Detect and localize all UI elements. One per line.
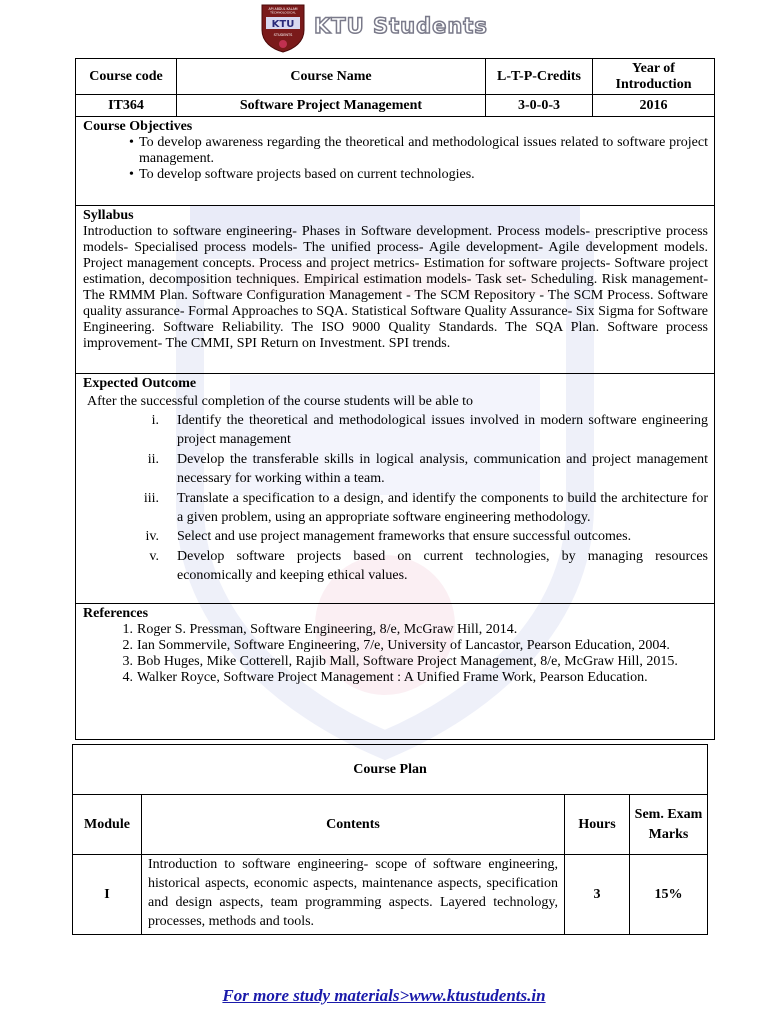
- reference-item: [83, 638, 708, 654]
- reference-number: 4.: [122, 670, 133, 685]
- course-details-table: [75, 58, 715, 740]
- svg-text:STUDENTS: STUDENTS: [273, 33, 293, 37]
- course-name-header: Course Name: [177, 59, 486, 95]
- hours-cell: 3: [565, 855, 630, 935]
- study-materials-footer-link[interactable]: For more study materials>www.ktustudents.in: [222, 986, 546, 1005]
- syllabus-text: Introduction to software engineering- Phases in Software development. Process models- prescriptive process models- Specialised process models- The unified process- Agile development- Agile development models. Project management concepts. Process and project metrics- Estimation for software projects- Software project estimation, decomposition techniques. Empirical estimation models- Task set- Scheduling. Risk management- The RMMM Plan. Software Configuration Management - The SCM Repository - The SCM Process. Software quality assurance- Formal Approaches to SQA. Statistical Software Quality Assurance- Six Sigma for Software Engineering. Software Reliability. The ISO 9000 Quality Standards. The SQA Plan. Software process improvement- The CMMI, SPI Return on Investment. SPI trends.: [83, 224, 708, 351]
- outcome-text: Develop software projects based on current technologies, by managing resources economically and keeping ethical values.: [177, 548, 708, 584]
- svg-text:APJ ABDUL KALAM: APJ ABDUL KALAM: [268, 7, 298, 11]
- references-section: [76, 604, 715, 740]
- course-code-value: IT364: [76, 95, 177, 117]
- reference-item: [83, 622, 708, 638]
- syllabus-heading: Syllabus: [83, 208, 134, 223]
- contents-column-header: Contents: [142, 795, 565, 855]
- reference-text: Ian Sommervile, Software Engineering, 7/e, University of Lancastor, Pearson Education, 2004.: [137, 638, 670, 653]
- reference-number: 1.: [122, 622, 133, 637]
- outcome-item: [83, 527, 714, 546]
- svg-text:KTU: KTU: [271, 19, 295, 30]
- outcome-item: [83, 489, 714, 528]
- course-objectives-section: [76, 117, 715, 206]
- hours-column-header: Hours: [565, 795, 630, 855]
- ltp-credits-value: 3-0-0-3: [486, 95, 593, 117]
- outcome-number: iv.: [145, 529, 159, 545]
- reference-text: Bob Huges, Mike Cotterell, Rajib Mall, Software Project Management, 8/e, McGraw Hill, 2015.: [137, 654, 678, 669]
- objective-item: • To develop software projects based on current technologies.: [139, 167, 708, 183]
- table-row: [73, 855, 708, 935]
- expected-outcome-intro: After the successful completion of the course students will be able to: [87, 394, 474, 409]
- references-heading: References: [83, 606, 149, 621]
- expected-outcome-heading: Expected Outcome: [83, 376, 197, 391]
- reference-item: [83, 670, 708, 686]
- module-column-header: Module: [73, 795, 142, 855]
- course-name-value: Software Project Management: [177, 95, 486, 117]
- outcome-text: Select and use project management frameworks that ensure successful outcomes.: [177, 529, 632, 545]
- outcome-item: [83, 450, 714, 489]
- objective-item: • To develop awareness regarding the theoretical and methodological issues related to software project management.: [139, 135, 708, 167]
- syllabus-section: [76, 206, 715, 374]
- year-of-introduction-value: 2016: [593, 95, 715, 117]
- course-plan-title: Course Plan: [73, 745, 708, 795]
- outcome-text: Develop the transferable skills in logical analysis, communication and project management necessary for working within a team.: [177, 451, 708, 487]
- module-cell: I: [73, 855, 142, 935]
- course-code-header: Course code: [76, 59, 177, 95]
- outcome-number: v.: [149, 548, 159, 564]
- outcome-item: [83, 547, 714, 586]
- course-plan-table: [72, 744, 708, 935]
- reference-number: 2.: [122, 638, 133, 653]
- ktu-students-logo-emblem: [258, 2, 308, 54]
- ltp-credits-header: L-T-P-Credits: [486, 59, 593, 95]
- year-of-introduction-header: Year of Introduction: [593, 59, 715, 95]
- outcome-text: Translate a specification to a design, and identify the components to build the architecture for a given problem, using an appropriate software engineering methodology.: [177, 490, 708, 526]
- svg-text:TECHNOLOGICAL: TECHNOLOGICAL: [270, 10, 296, 15]
- outcome-number: iii.: [143, 490, 159, 506]
- course-objectives-heading: Course Objectives: [83, 119, 193, 134]
- sem-exam-marks-column-header: Sem. Exam Marks: [630, 795, 708, 855]
- outcome-text: Identify the theoretical and methodological issues involved in modern software engineering project management: [177, 413, 708, 448]
- ktu-students-wordmark: KTU Students: [314, 14, 488, 38]
- expected-outcome-section: [76, 374, 715, 604]
- contents-cell: Introduction to software engineering- scope of software engineering, historical aspects, economic aspects, maintenance aspects, specification and design aspects, team programming aspects. Layered technology, processes, methods and tools.: [142, 855, 565, 935]
- reference-text: Walker Royce, Software Project Management : A Unified Frame Work, Pearson Education.: [137, 670, 648, 685]
- reference-text: Roger S. Pressman, Software Engineering, 8/e, McGraw Hill, 2014.: [137, 622, 518, 637]
- marks-cell: 15%: [630, 855, 708, 935]
- outcome-item: [83, 411, 714, 450]
- outcome-number: ii.: [147, 451, 159, 467]
- outcome-number: i.: [151, 413, 159, 428]
- reference-item: [83, 654, 708, 670]
- reference-number: 3.: [122, 654, 133, 669]
